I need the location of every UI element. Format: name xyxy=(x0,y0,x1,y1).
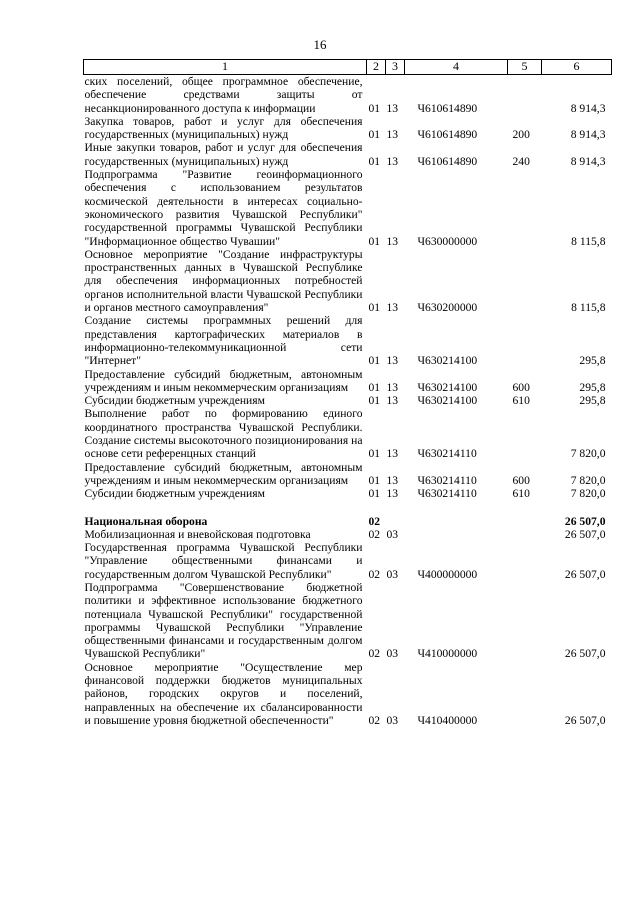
row-section: 01 xyxy=(368,101,381,115)
row-section: 01 xyxy=(368,128,381,142)
row-expense-type: 610 xyxy=(512,487,530,501)
table-row xyxy=(84,168,612,248)
row-subsection: 13 xyxy=(386,354,399,368)
row-expense-type: 200 xyxy=(512,128,530,142)
row-name: Национальная оборона xyxy=(84,514,208,528)
page-number: 16 xyxy=(313,37,327,52)
row-subsection: 03 xyxy=(386,567,399,581)
row-name: Закупка товаров, работ и услуг для обеспечения государственных (муниципальных) нужд xyxy=(84,114,363,142)
row-amount: 26 507,0 xyxy=(564,567,606,581)
row-subsection: 03 xyxy=(386,713,399,727)
row-amount: 7 820,0 xyxy=(570,447,606,461)
row-amount: 295,8 xyxy=(579,380,606,394)
row-target-article: Ч400000000 xyxy=(417,567,478,581)
row-amount: 26 507,0 xyxy=(564,713,606,727)
row-name: Мобилизационная и вневойсковая подготовка xyxy=(84,527,311,541)
row-expense-type xyxy=(508,515,542,528)
row-target-article: Ч410000000 xyxy=(417,647,478,661)
row-name: Субсидии бюджетным учреждениям xyxy=(84,394,265,408)
row-target-article xyxy=(405,515,508,528)
row-amount: 8 914,3 xyxy=(570,154,606,168)
row-subsection: 13 xyxy=(386,128,399,142)
row-expense-type xyxy=(508,528,542,541)
column-header: 3 xyxy=(386,60,405,75)
table-row xyxy=(84,115,612,142)
row-subsection: 03 xyxy=(386,647,399,661)
row-expense-type: 600 xyxy=(512,473,530,487)
row-subsection: 13 xyxy=(386,101,399,115)
column-header: 5 xyxy=(508,60,542,75)
row-expense-type xyxy=(508,581,542,661)
row-expense-type xyxy=(508,541,542,581)
row-target-article xyxy=(405,528,508,541)
row-target-article: Ч630214100 xyxy=(417,380,478,394)
row-amount: 295,8 xyxy=(579,394,606,408)
row-subsection: 13 xyxy=(386,234,399,248)
column-header: 1 xyxy=(84,60,367,75)
row-expense-type xyxy=(508,314,542,367)
row-name: Субсидии бюджетным учреждениям xyxy=(84,487,265,501)
table-row xyxy=(84,394,612,407)
row-name: Подпрограмма "Совершенствование бюджетной политики и эффективное использование бюджетного потенциала Чувашской Республики" государственной программы Чувашской Республики "Управление общественными финансами и государственным долгом Чувашской Республики" xyxy=(84,580,363,661)
row-name: Предоставление субсидий бюджетным, автономным учреждениям и иным некоммерческим организациям xyxy=(84,367,363,394)
row-target-article: Ч610614890 xyxy=(417,128,478,142)
row-subsection: 13 xyxy=(386,154,399,168)
row-target-article: Ч410400000 xyxy=(417,713,478,727)
row-amount: 8 115,8 xyxy=(571,234,606,248)
section-spacer xyxy=(84,501,612,515)
table-row xyxy=(84,368,612,395)
row-target-article: Ч630200000 xyxy=(417,301,478,315)
row-target-article: Ч630000000 xyxy=(417,234,478,248)
row-expense-type: 240 xyxy=(512,154,530,168)
row-name: Предоставление субсидий бюджетным, автономным учреждениям и иным некоммерческим организациям xyxy=(84,460,363,487)
row-amount: 7 820,0 xyxy=(570,487,606,501)
row-target-article: Ч630214110 xyxy=(417,447,477,461)
row-subsection: 13 xyxy=(386,473,399,487)
row-section: 02 xyxy=(368,647,381,661)
row-amount: 295,8 xyxy=(579,354,606,368)
table-row xyxy=(84,407,612,460)
row-expense-type xyxy=(508,661,542,727)
table-row xyxy=(84,581,612,661)
row-name: Государственная программа Чувашской Республики "Управление общественными финансами и государственным долгом Чувашской Республики" xyxy=(84,541,363,581)
row-name: Подпрограмма "Развитие геоинформационного обеспечения с использованием результатов космической деятельности в интересах социально-экономического развития Чувашской Республики" государственной программы Чувашской Республики "Информационное общество Чувашии" xyxy=(84,168,363,248)
row-section: 01 xyxy=(368,473,381,487)
row-name: Иные закупки товаров, работ и услуг для обеспечения государственных (муниципальных) нужд xyxy=(84,141,363,168)
row-subsection: 13 xyxy=(386,487,399,501)
row-section: 01 xyxy=(368,234,381,248)
row-target-article: Ч610614890 xyxy=(417,154,478,168)
row-target-article: Ч610614890 xyxy=(417,101,478,115)
row-target-article: Ч630214110 xyxy=(417,487,477,501)
row-amount: 8 914,3 xyxy=(570,101,606,115)
row-subsection: 03 xyxy=(386,527,399,541)
row-subsection: 13 xyxy=(386,394,399,408)
row-amount: 8 115,8 xyxy=(571,301,606,315)
row-expense-type xyxy=(508,75,542,115)
table-row xyxy=(84,314,612,367)
row-section: 02 xyxy=(368,567,381,581)
row-section: 01 xyxy=(368,447,381,461)
table-row xyxy=(84,248,612,314)
row-expense-type xyxy=(508,248,542,314)
row-amount: 26 507,0 xyxy=(564,647,606,661)
row-section: 01 xyxy=(368,394,381,408)
table-row xyxy=(84,75,612,115)
column-header: 2 xyxy=(367,60,386,75)
table-row xyxy=(84,541,612,581)
row-section: 02 xyxy=(368,527,381,541)
row-subsection: 13 xyxy=(386,301,399,315)
table-header-row xyxy=(84,60,612,75)
row-section: 01 xyxy=(368,154,381,168)
row-subsection: 13 xyxy=(386,380,399,394)
table-row xyxy=(84,528,612,541)
row-target-article: Ч630214100 xyxy=(417,394,478,408)
budget-table xyxy=(83,59,612,727)
row-target-article: Ч630214100 xyxy=(417,354,478,368)
row-name: Создание системы программных решений для представления картографических материалов в информационно-телекоммуникационной сети "Интернет" xyxy=(84,314,363,368)
row-subsection xyxy=(386,515,405,528)
row-amount: 26 507,0 xyxy=(564,527,606,541)
row-expense-type: 600 xyxy=(512,380,530,394)
row-amount: 26 507,0 xyxy=(564,514,606,528)
row-name: Основное мероприятие "Осуществление мер финансовой поддержки бюджетов муниципальных районов, городских округов и поселений, направленных на обеспечение их сбалансированности и повышение уровня бюджетной обеспеченности" xyxy=(84,660,363,727)
row-expense-type xyxy=(508,407,542,460)
row-section: 02 xyxy=(368,514,381,528)
row-expense-type: 610 xyxy=(512,394,530,408)
row-target-article: Ч630214110 xyxy=(417,473,477,487)
row-subsection: 13 xyxy=(386,447,399,461)
row-section: 01 xyxy=(368,487,381,501)
row-section: 01 xyxy=(368,380,381,394)
table-row xyxy=(84,461,612,488)
table-row xyxy=(84,487,612,500)
row-amount: 7 820,0 xyxy=(570,473,606,487)
row-name: Выполнение работ по формированию единого координатного пространства Чувашской Республики. Создание системы высокоточного позиционирования на основе сети референцных станций xyxy=(84,407,363,461)
row-section: 01 xyxy=(368,354,381,368)
row-section: 01 xyxy=(368,301,381,315)
table-row-section-total xyxy=(84,515,612,528)
row-expense-type xyxy=(508,168,542,248)
row-amount: 8 914,3 xyxy=(570,128,606,142)
column-header: 6 xyxy=(542,60,612,75)
row-section: 02 xyxy=(368,713,381,727)
column-header: 4 xyxy=(405,60,508,75)
table-row xyxy=(84,661,612,727)
row-name: Основное мероприятие "Создание инфраструктуры пространственных данных в Чувашской Республике для обеспечения информационных потребностей органов исполнительной власти Чувашской Республики и органов местного самоуправления" xyxy=(84,247,363,315)
table-row xyxy=(84,141,612,168)
row-name: ских поселений, общее программное обеспечение, обеспечение средствами защиты от несанкционированного доступа к информации xyxy=(84,75,363,115)
